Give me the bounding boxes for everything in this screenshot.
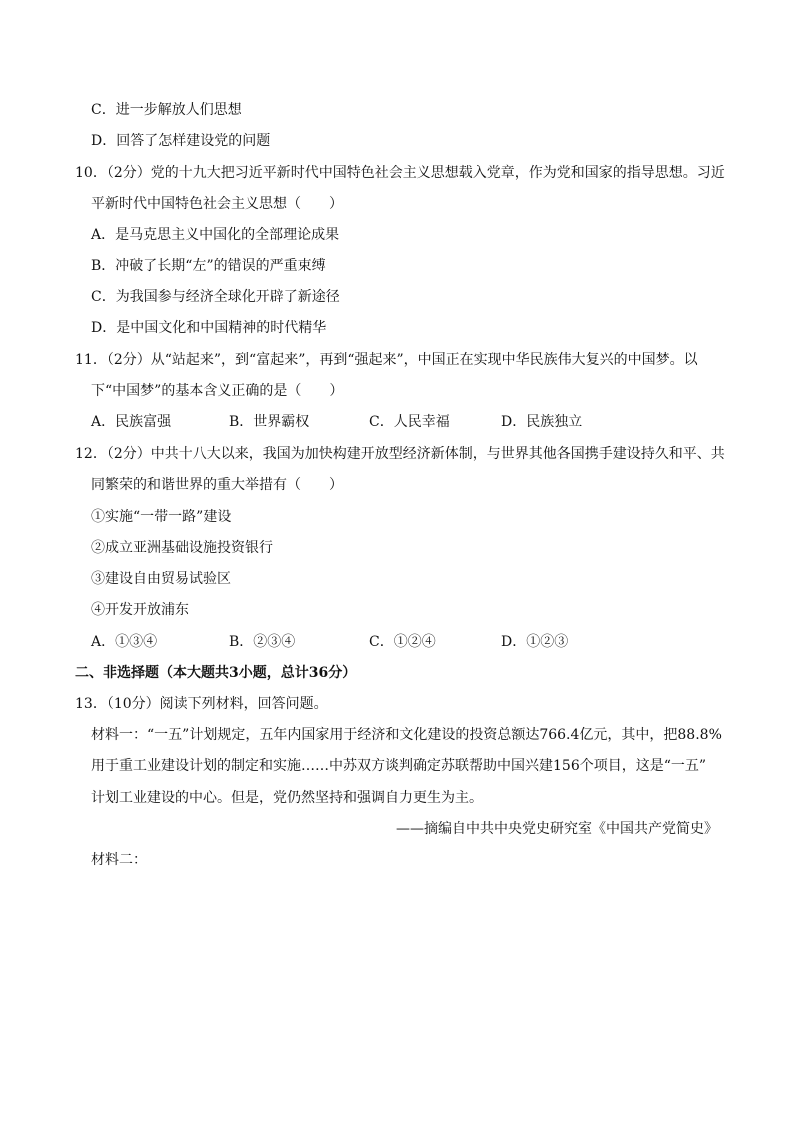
- q12-stem-line2: 同繁荣的和谐世界的重大举措有（ ）: [91, 477, 343, 493]
- q12-item-2: ②成立亚洲基础设施投资银行: [91, 540, 273, 556]
- q11-stem-line2: 下“中国梦”的基本含义正确的是（ ）: [91, 383, 344, 399]
- q11-option-a: A．民族富强: [91, 414, 172, 430]
- q11-option-b: B．世界霸权: [229, 414, 310, 430]
- section-2-heading: 二、非选择题（本大题共3小题，总计36分）: [75, 665, 357, 681]
- q13-material1-line1: 材料一：“一五”计划规定，五年内国家用于经济和文化建设的投资总额达766.4亿元，其中，把88.8%: [91, 727, 722, 743]
- q13-stem: 13．（10分）阅读下列材料，回答问题。: [75, 696, 328, 712]
- q10-option-c: C．为我国参与经济全球化开辟了新途径: [91, 289, 340, 305]
- q13-material1-line3: 计划工业建设的中心。但是，党仍然坚持和强调自力更生为主。: [91, 790, 483, 806]
- q11-option-d: D．民族独立: [501, 414, 583, 430]
- q12-stem-line1: 12．（2分）中共十八大以来，我国为加快构建开放型经济新体制，与世界其他各国携手建设持久和平、共: [75, 446, 725, 462]
- q10-stem-line1: 10．（2分）党的十九大把习近平新时代中国特色社会主义思想载入党章，作为党和国家的指导思想。习近: [75, 165, 725, 181]
- prev-question-option-d: D．回答了怎样建设党的问题: [91, 133, 271, 149]
- q13-material1-line2: 用于重工业建设计划的制定和实施……中苏双方谈判确定苏联帮助中国兴建156个项目，这是“一五”: [91, 758, 707, 774]
- q12-option-a: A．①③④: [91, 634, 158, 650]
- q12-item-3: ③建设自由贸易试验区: [91, 571, 231, 587]
- q10-option-b: B．冲破了长期“左”的错误的严重束缚: [91, 258, 326, 274]
- q12-option-b: B．②③④: [229, 634, 296, 650]
- q12-item-4: ④开发开放浦东: [91, 602, 189, 618]
- q10-option-d: D．是中国文化和中国精神的时代精华: [91, 320, 327, 336]
- q12-option-c: C．①②④: [369, 634, 436, 650]
- q12-item-1: ①实施“一带一路”建设: [91, 509, 232, 525]
- q11-option-c: C．人民幸福: [369, 414, 450, 430]
- q10-stem-line2: 平新时代中国特色社会主义思想（ ）: [91, 196, 343, 212]
- q10-option-a: A．是马克思主义中国化的全部理论成果: [91, 227, 340, 243]
- q12-option-d: D．①②③: [501, 634, 569, 650]
- prev-question-option-c: C．进一步解放人们思想: [91, 102, 242, 118]
- q11-stem-line1: 11．（2分）从“站起来”，到“富起来”，再到“强起来”，中国正在实现中华民族伟大复兴的中国梦。以: [75, 352, 698, 368]
- q13-material2-label: 材料二：: [91, 852, 147, 868]
- q13-source-citation: ——摘编自中共中央党史研究室《中国共产党简史》: [396, 821, 718, 837]
